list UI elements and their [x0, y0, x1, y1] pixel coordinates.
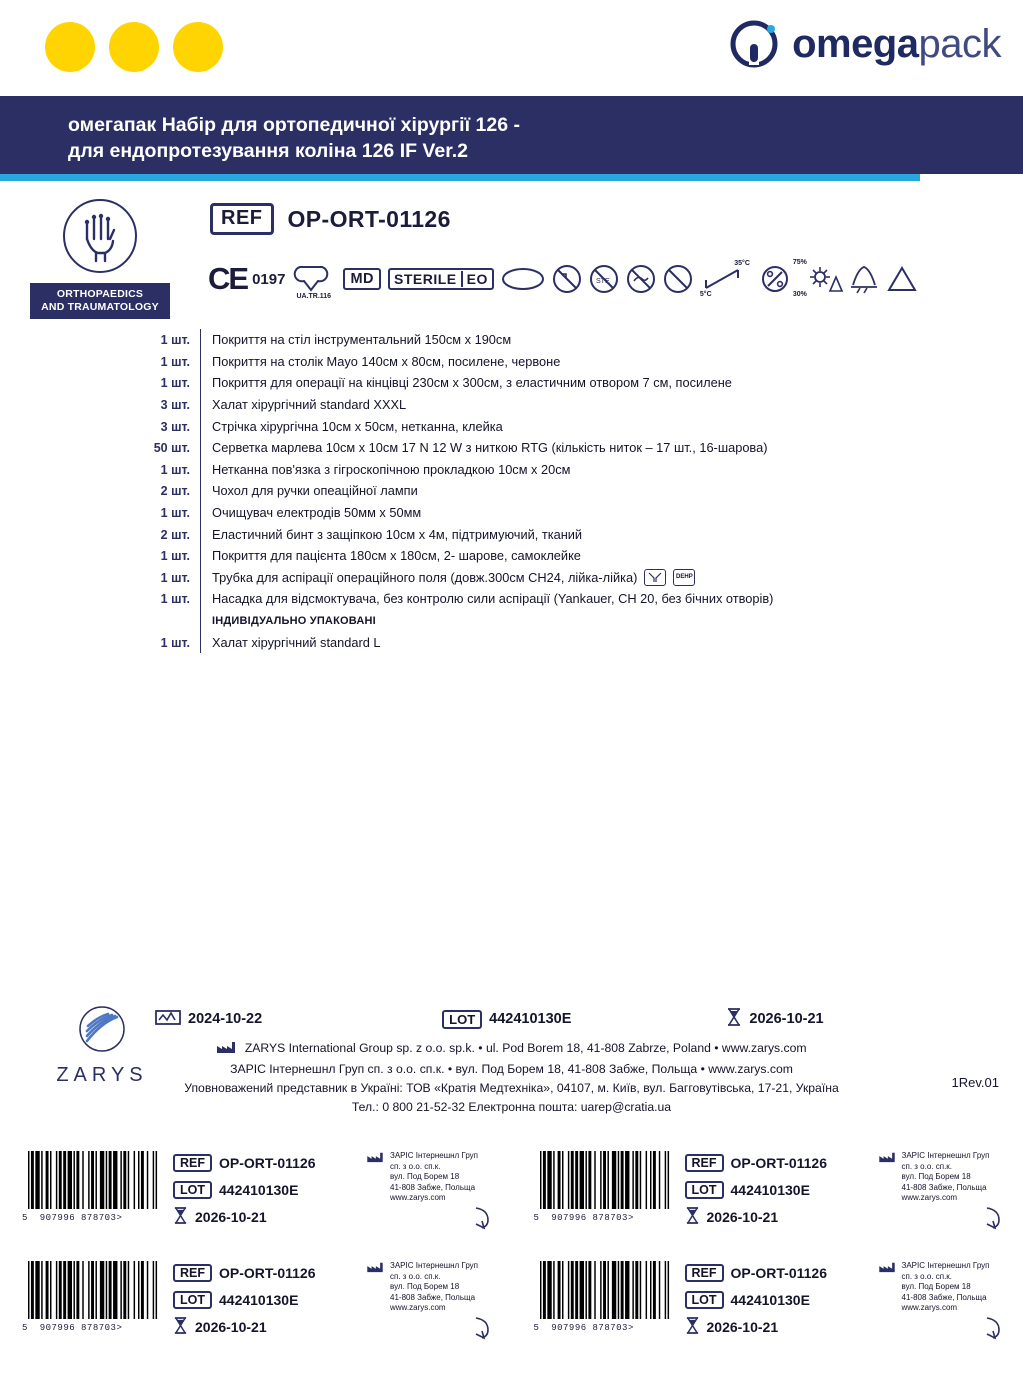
item-quantity: 1 шт.	[160, 354, 190, 369]
barcode	[28, 1151, 160, 1213]
mfr-line-4: 41-808 Забже, Польща	[390, 1292, 476, 1302]
label-lot-value: 442410130E	[730, 1181, 810, 1198]
barcode-digits: 5 907996 878703>	[22, 1323, 123, 1333]
label-lot-row	[685, 1286, 828, 1313]
mfr-line-1: ЗАРІС Інтернешнл Груп	[390, 1261, 479, 1270]
hourglass-icon	[726, 1007, 742, 1031]
label-lot-row	[173, 1176, 316, 1203]
expiry-value: 2026-10-21	[749, 1011, 824, 1027]
label-manufacturer-text	[902, 1151, 990, 1204]
keep-dry-icon	[849, 263, 879, 295]
temperature-min: 5°C	[699, 291, 712, 298]
item-description	[200, 567, 998, 589]
item-description-text: Трубка для аспірації операційного поля (довж.300см CH24, лійка-лійка)	[212, 569, 638, 585]
dot-3	[173, 22, 223, 72]
label-row	[0, 1145, 1023, 1255]
product-label	[533, 1145, 1023, 1255]
barcode-digits: 5 907996 878703>	[22, 1213, 123, 1223]
label-ref-row	[173, 1259, 316, 1286]
single-use-icon	[501, 266, 545, 292]
item-description-text: Чохол для ручки опеаційної лампи	[212, 483, 418, 499]
label-ref-badge: REF	[173, 1154, 212, 1172]
title-accent-rule	[0, 174, 920, 181]
label-lot-badge: LOT	[173, 1291, 212, 1309]
item-description	[200, 480, 998, 502]
mfr-line-2: сп. з о.о. сп.к.	[390, 1271, 441, 1281]
barcode-digit-prefix: 5	[22, 1213, 28, 1223]
factory-icon	[216, 1040, 236, 1060]
contents-item	[138, 459, 998, 481]
label-ref-row	[173, 1149, 316, 1176]
item-description	[200, 329, 998, 351]
contents-item	[138, 329, 998, 351]
mfr-line-2: сп. з о.о. сп.к.	[901, 1161, 953, 1171]
item-description-text: Покриття на столік Mayo 140см x 80см, посилене, червоне	[212, 353, 561, 369]
label-lot-badge: LOT	[173, 1181, 212, 1199]
notified-body-code: UA.TR.116	[296, 293, 332, 300]
item-description-text: Насадка для відсмоктувача, без контролю сили аспірації (Yankauer, CH 20, без бічних отворів)	[212, 591, 774, 607]
keep-away-from-sunlight-icon	[808, 263, 842, 295]
item-description-text: Покриття для операції на кінцівці 230см x 300см, з еластичним отвором 7 см, посилене	[212, 375, 732, 391]
item-description-text: Серветка марлева 10см x 10см 17 N 12 W з ниткою RTG (кількість ниток – 17 шт., 16-шарова)	[212, 440, 768, 456]
hand-bones-icon	[63, 199, 137, 273]
product-label	[22, 1145, 512, 1255]
contents-item	[138, 545, 998, 567]
label-info	[685, 1149, 828, 1230]
contents-item	[138, 394, 998, 416]
item-description-text: Очищувач електродів 50мм x 50мм	[212, 505, 422, 521]
ce-notified-number: 0197	[252, 270, 286, 288]
mfr-line-5: www.zarys.com	[390, 1193, 446, 1202]
factory-icon	[366, 1261, 384, 1314]
barcode-digit-main: 907996 878703	[39, 1323, 117, 1333]
item-description	[200, 415, 998, 437]
label-expiry-row	[173, 1313, 316, 1340]
item-quantity: 50 шт.	[153, 441, 190, 456]
label-expiry-row	[173, 1203, 316, 1230]
ce-text: CE	[208, 261, 248, 296]
label-ref-value: OP-ORT-01126	[219, 1154, 316, 1171]
mfr-line-4: 41-808 Забже, Польща	[390, 1182, 476, 1192]
label-info	[173, 1149, 316, 1230]
item-quantity: 1 шт.	[160, 635, 190, 650]
label-manufacturer-text	[390, 1261, 478, 1314]
product-title-band	[0, 96, 1023, 174]
mfr-line-1: ЗАРІС Інтернешнл Груп	[901, 1261, 990, 1270]
mfr-line-4: 41-808 Забже, Польща	[901, 1292, 987, 1302]
item-quantity: 1 шт.	[160, 592, 190, 607]
specialty-badge	[30, 199, 170, 319]
item-description	[200, 631, 998, 653]
label-expiry-row	[685, 1203, 828, 1230]
ce-mark-icon	[208, 261, 285, 297]
address-line-2: ЗАРІС Інтернешнл Груп сп. з о.о. сп.к. • вул. Под Борем 18, 41-808 Забже, Польща • www.zarys.com	[230, 1062, 793, 1076]
label-lot-value: 442410130E	[730, 1291, 810, 1308]
label-ref-row	[685, 1259, 828, 1286]
label-ref-badge: REF	[685, 1264, 724, 1282]
item-quantity: 1 шт.	[160, 333, 190, 348]
item-section-note	[200, 610, 998, 632]
brand-bold: omega	[792, 21, 919, 66]
item-description	[200, 437, 998, 459]
contents-item	[138, 631, 998, 653]
omegapack-logo	[730, 18, 1001, 70]
humidity-max: 75%	[792, 259, 807, 266]
dehp-free-icon: DEHP	[673, 569, 695, 586]
item-quantity: 2 шт.	[160, 484, 190, 499]
mfr-line-5: www.zarys.com	[901, 1193, 958, 1202]
barcode-digit-main: 907996 878703	[39, 1213, 117, 1223]
item-quantity: 1 шт.	[160, 549, 190, 564]
hourglass-icon	[173, 1316, 188, 1338]
item-quantity: 1 шт.	[160, 506, 190, 521]
expiry-item	[726, 1007, 823, 1031]
page-header	[0, 0, 1023, 96]
mfr-line-3: вул. Под Борем 18	[390, 1282, 460, 1291]
omegapack-mark-icon	[730, 18, 782, 70]
item-description-text: Еластичний бинт з защіпкою 10см x 4м, підтримуючий, тканий	[212, 526, 583, 542]
item-quantity: 1 шт.	[160, 462, 190, 477]
symbols-strip	[208, 259, 918, 299]
label-expiry-value: 2026-10-21	[706, 1318, 779, 1335]
address-line-4: Тел.: 0 800 21-52-32 Електронна пошта: uarep@cratia.ua	[351, 1100, 672, 1114]
item-description	[200, 523, 998, 545]
contents-item	[138, 523, 998, 545]
contents-item	[138, 372, 998, 394]
recyclable-arrow-icon	[983, 1315, 1005, 1346]
md-icon: MD	[343, 268, 381, 290]
factory-icon	[878, 1261, 896, 1314]
product-label	[22, 1255, 512, 1365]
humidity-min: 30%	[792, 291, 807, 298]
item-description	[200, 502, 998, 524]
svg-text:STE: STE	[595, 278, 610, 285]
item-quantity: 3 шт.	[160, 398, 190, 413]
label-info	[685, 1259, 828, 1340]
item-description-text: Покриття для пацієнта 180см x 180см, 2- шарове, самоклейке	[212, 548, 581, 564]
label-expiry-value: 2026-10-21	[195, 1208, 267, 1225]
item-description-text: Халат хірургічний standard L	[212, 634, 381, 650]
item-description-text: Нетканна пов'язка з гігроскопічною прокладкою 10см x 20см	[212, 461, 571, 477]
contents-item	[138, 351, 998, 373]
mfr-line-1: ЗАРІС Інтернешнл Груп	[390, 1151, 479, 1160]
manufacture-date-icon	[155, 1008, 181, 1030]
product-title-line-1: омегапак Набір для ортопедичної хірургії 126 -	[68, 114, 520, 136]
revision-number: 1Rev.01	[951, 1075, 999, 1090]
item-quantity: 3 шт.	[160, 419, 190, 434]
item-description	[200, 459, 998, 481]
item-description-text: Стрічка хірургічна 10см х 50см, нетканна, клейка	[212, 418, 503, 434]
product-title-line-2: для ендопротезування коліна 126 IF Ver.2	[68, 140, 468, 162]
document-body	[0, 181, 1023, 1081]
reference-row	[210, 203, 451, 235]
item-quantity: 1 шт.	[160, 376, 190, 391]
mfr-line-2: сп. з о.о. сп.к.	[390, 1161, 441, 1171]
manufacturer-address-block	[0, 1039, 1023, 1117]
do-not-reuse-icon	[552, 264, 582, 294]
do-not-resterilize-icon	[589, 264, 619, 294]
item-description-text: ІНДИВІДУАЛЬНО УПАКОВАНІ	[212, 614, 376, 627]
label-manufacturer-block	[878, 1261, 990, 1314]
specialty-label-line-2: AND TRAUMATOLOGY	[41, 301, 159, 313]
label-lot-value: 442410130E	[219, 1181, 299, 1198]
label-expiry-row	[685, 1313, 828, 1340]
barcode-digit-main: 907996 878703	[551, 1323, 628, 1333]
lot-badge: LOT	[442, 1010, 482, 1029]
latex-free-icon	[663, 264, 693, 294]
barcode-digit-prefix: 5	[533, 1323, 540, 1333]
address-line-1-text: ZARYS International Group sp. z o.o. sp.k. • ul. Pod Borem 18, 41-808 Zabrze, Poland • www.zarys.com	[244, 1041, 807, 1055]
product-label	[533, 1255, 1023, 1365]
hourglass-icon	[173, 1206, 188, 1228]
lot-value: 442410130E	[489, 1011, 572, 1027]
item-description	[200, 351, 998, 373]
barcode-digit-prefix: 5	[22, 1323, 28, 1333]
item-description	[200, 394, 998, 416]
contents-item	[138, 437, 998, 459]
hourglass-icon	[685, 1316, 700, 1338]
label-row	[0, 1255, 1023, 1365]
humidity-limit-icon	[755, 259, 807, 298]
lot-item	[442, 1010, 571, 1029]
contents-item	[138, 502, 998, 524]
barcode-digit-prefix: 5	[533, 1213, 540, 1223]
barcode-digits: 5 907996 878703>	[533, 1213, 634, 1223]
recyclable-icon	[886, 264, 918, 294]
hourglass-icon	[685, 1206, 700, 1228]
label-stickers-grid	[0, 1145, 1023, 1365]
factory-icon	[878, 1151, 896, 1204]
label-expiry-value: 2026-10-21	[706, 1208, 779, 1225]
contents-item	[138, 480, 998, 502]
label-lot-badge: LOT	[685, 1291, 724, 1309]
ukrainian-conformity-icon	[292, 262, 336, 300]
sterile-eo-icon	[388, 268, 494, 290]
specialty-label	[30, 283, 170, 319]
contents-item	[138, 567, 998, 589]
dot-1	[45, 22, 95, 72]
label-ref-badge: REF	[173, 1264, 212, 1282]
ref-code: OP-ORT-01126	[287, 205, 451, 232]
item-quantity: 1 шт.	[160, 570, 190, 585]
item-quantity: 2 шт.	[160, 527, 190, 542]
mfr-line-2: сп. з о.о. сп.к.	[901, 1271, 953, 1281]
barcode-digit-main: 907996 878703	[551, 1213, 628, 1223]
mfr-line-1: ЗАРІС Інтернешнл Груп	[901, 1151, 990, 1160]
address-line-3: Уповноважений представник в Україні: ТОВ «Кратія Медтехніка», 04107, м. Київ, вул. Багговутівська, 17-21, Україна	[184, 1081, 839, 1095]
do-not-use-if-package-damaged-icon	[626, 264, 656, 294]
ref-badge: REF	[210, 203, 274, 235]
label-ref-row	[685, 1149, 828, 1176]
temperature-max: 35°C	[734, 260, 750, 267]
contents-item	[138, 588, 998, 610]
label-manufacturer-block	[878, 1151, 990, 1204]
barcode	[540, 1151, 672, 1213]
label-lot-badge: LOT	[685, 1181, 724, 1199]
manufacture-date-value: 2024-10-22	[188, 1011, 263, 1027]
mfr-line-3: вул. Под Борем 18	[901, 1172, 971, 1181]
mfr-line-4: 41-808 Забже, Польща	[901, 1182, 987, 1192]
recyclable-arrow-icon	[983, 1205, 1005, 1236]
factory-icon	[366, 1151, 384, 1204]
temperature-limit-icon	[700, 262, 748, 296]
brand-wordmark	[792, 22, 1001, 67]
label-lot-row	[173, 1286, 316, 1313]
item-description-text: Халат хірургічний standard XXXL	[212, 397, 407, 413]
recyclable-arrow-icon	[472, 1315, 494, 1346]
mfr-line-5: www.zarys.com	[901, 1303, 958, 1312]
item-description	[200, 545, 998, 567]
zarys-wordmark: ZARYS	[56, 1064, 148, 1086]
barcode-digits: 5 907996 878703>	[533, 1323, 634, 1333]
dot-2	[109, 22, 159, 72]
label-ref-value: OP-ORT-01126	[219, 1264, 316, 1281]
decorative-dots	[45, 22, 223, 72]
label-manufacturer-text	[390, 1151, 478, 1204]
label-ref-badge: REF	[685, 1154, 724, 1172]
contents-list	[138, 329, 998, 653]
label-lot-value: 442410130E	[219, 1291, 299, 1308]
mfr-line-5: www.zarys.com	[390, 1303, 446, 1312]
recyclable-arrow-icon	[472, 1205, 494, 1236]
funnel-icon	[644, 569, 666, 586]
specialty-label-line-1: ORTHOPAEDICS	[56, 288, 144, 300]
lot-meta-row	[155, 1007, 875, 1031]
label-info	[173, 1259, 316, 1340]
sterile-text: STERILE	[394, 271, 457, 287]
manufacture-date-item	[155, 1008, 262, 1030]
label-manufacturer-block	[366, 1261, 478, 1314]
contents-item	[138, 610, 998, 632]
item-description	[200, 588, 998, 610]
label-ref-value: OP-ORT-01126	[730, 1154, 827, 1171]
contents-item	[138, 415, 998, 437]
label-lot-row	[685, 1176, 828, 1203]
brand-light: pack	[918, 21, 1001, 66]
mfr-line-3: вул. Под Борем 18	[390, 1172, 460, 1181]
label-manufacturer-text	[902, 1261, 990, 1314]
label-expiry-value: 2026-10-21	[195, 1318, 267, 1335]
item-description-text: Покриття на стіл інструментальний 150см x 190см	[212, 332, 512, 348]
barcode	[28, 1261, 160, 1323]
label-manufacturer-block	[366, 1151, 478, 1204]
label-ref-value: OP-ORT-01126	[730, 1264, 827, 1281]
address-line-1	[0, 1039, 1023, 1060]
barcode	[540, 1261, 672, 1323]
mfr-line-3: вул. Под Борем 18	[901, 1282, 971, 1291]
sterile-method: EO	[461, 271, 488, 287]
item-description	[200, 372, 998, 394]
